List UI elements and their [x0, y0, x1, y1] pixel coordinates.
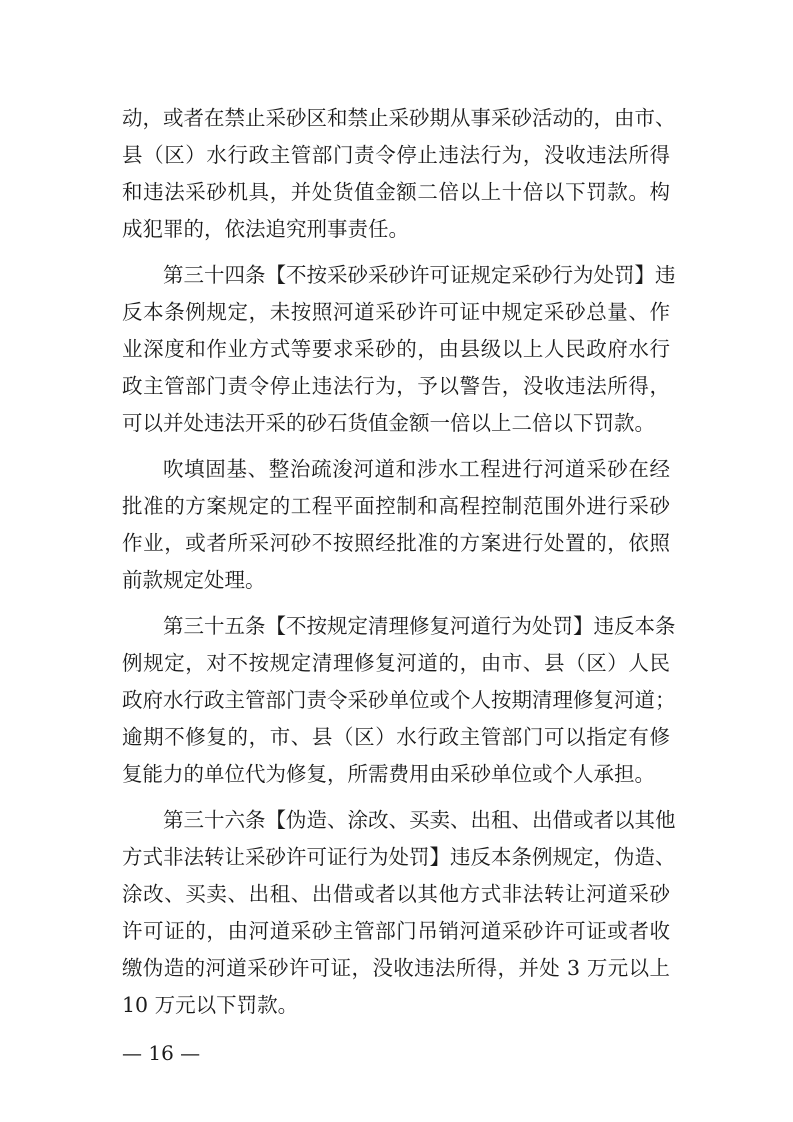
text-line: 吹填固基、整治疏浚河道和涉水工程进行河道采砂在经 [163, 457, 670, 481]
text-line: 可以并处违法开采的砂石货值金额一倍以上二倍以下罚款。 [122, 411, 655, 435]
text-line: 政府水行政主管部门责令采砂单位或个人按期清理修复河道； [122, 688, 676, 712]
text-line: 第三十四条【不按采砂采砂许可证规定采砂行为处罚】违 [163, 263, 676, 287]
text-line: 第三十六条【伪造、涂改、买卖、出租、出借或者以其他 [163, 808, 676, 832]
text-line: 成犯罪的，依法追究刑事责任。 [122, 217, 409, 241]
text-line: 批准的方案规定的工程平面控制和高程控制范围外进行采砂 [122, 494, 670, 518]
paragraph-article-34 [122, 257, 676, 442]
text-line: 逾期不修复的，市、县（区）水行政主管部门可以指定有修 [122, 725, 670, 749]
text-line: 第三十五条【不按规定清理修复河道行为处罚】违反本条 [163, 614, 676, 638]
text-line: 和违法采砂机具，并处货值金额二倍以上十倍以下罚款。构 [122, 180, 670, 204]
document-body [122, 100, 676, 1024]
text-line: 许可证的，由河道采砂主管部门吊销河道采砂许可证或者收 [122, 919, 670, 943]
text-line: 缴伪造的河道采砂许可证，没收违法所得，并处 3 万元以上 [122, 956, 670, 980]
text-line: 业深度和作业方式等要求采砂的，由县级以上人民政府水行 [122, 337, 670, 361]
paragraph-article-35 [122, 608, 676, 793]
paragraph-article-34-clause-2 [122, 451, 670, 599]
text-line: 反本条例规定，未按照河道采砂许可证中规定采砂总量、作 [122, 300, 670, 324]
text-line: 作业，或者所采河砂不按照经批准的方案进行处置的，依照 [122, 531, 670, 555]
paragraph-article-36 [122, 802, 676, 1024]
text-line: 县（区）水行政主管部门责令停止违法行为，没收违法所得 [122, 143, 670, 167]
text-line: 例规定，对不按规定清理修复河道的，由市、县（区）人民 [122, 651, 670, 675]
text-line: 前款规定处理。 [122, 568, 266, 592]
page-number: — 16 — [122, 1041, 201, 1065]
text-line: 涂改、买卖、出租、出借或者以其他方式非法转让河道采砂 [122, 882, 670, 906]
text-line: 政主管部门责令停止违法行为，予以警告，没收违法所得， [122, 374, 670, 398]
text-line: 动，或者在禁止采砂区和禁止采砂期从事采砂活动的，由市、 [122, 106, 676, 130]
text-line: 10 万元以下罚款。 [122, 993, 299, 1017]
text-line: 复能力的单位代为修复，所需费用由采砂单位或个人承担。 [122, 762, 655, 786]
text-line: 方式非法转让采砂许可证行为处罚】违反本条例规定，伪造、 [122, 845, 676, 869]
paragraph-continuation [122, 100, 676, 248]
